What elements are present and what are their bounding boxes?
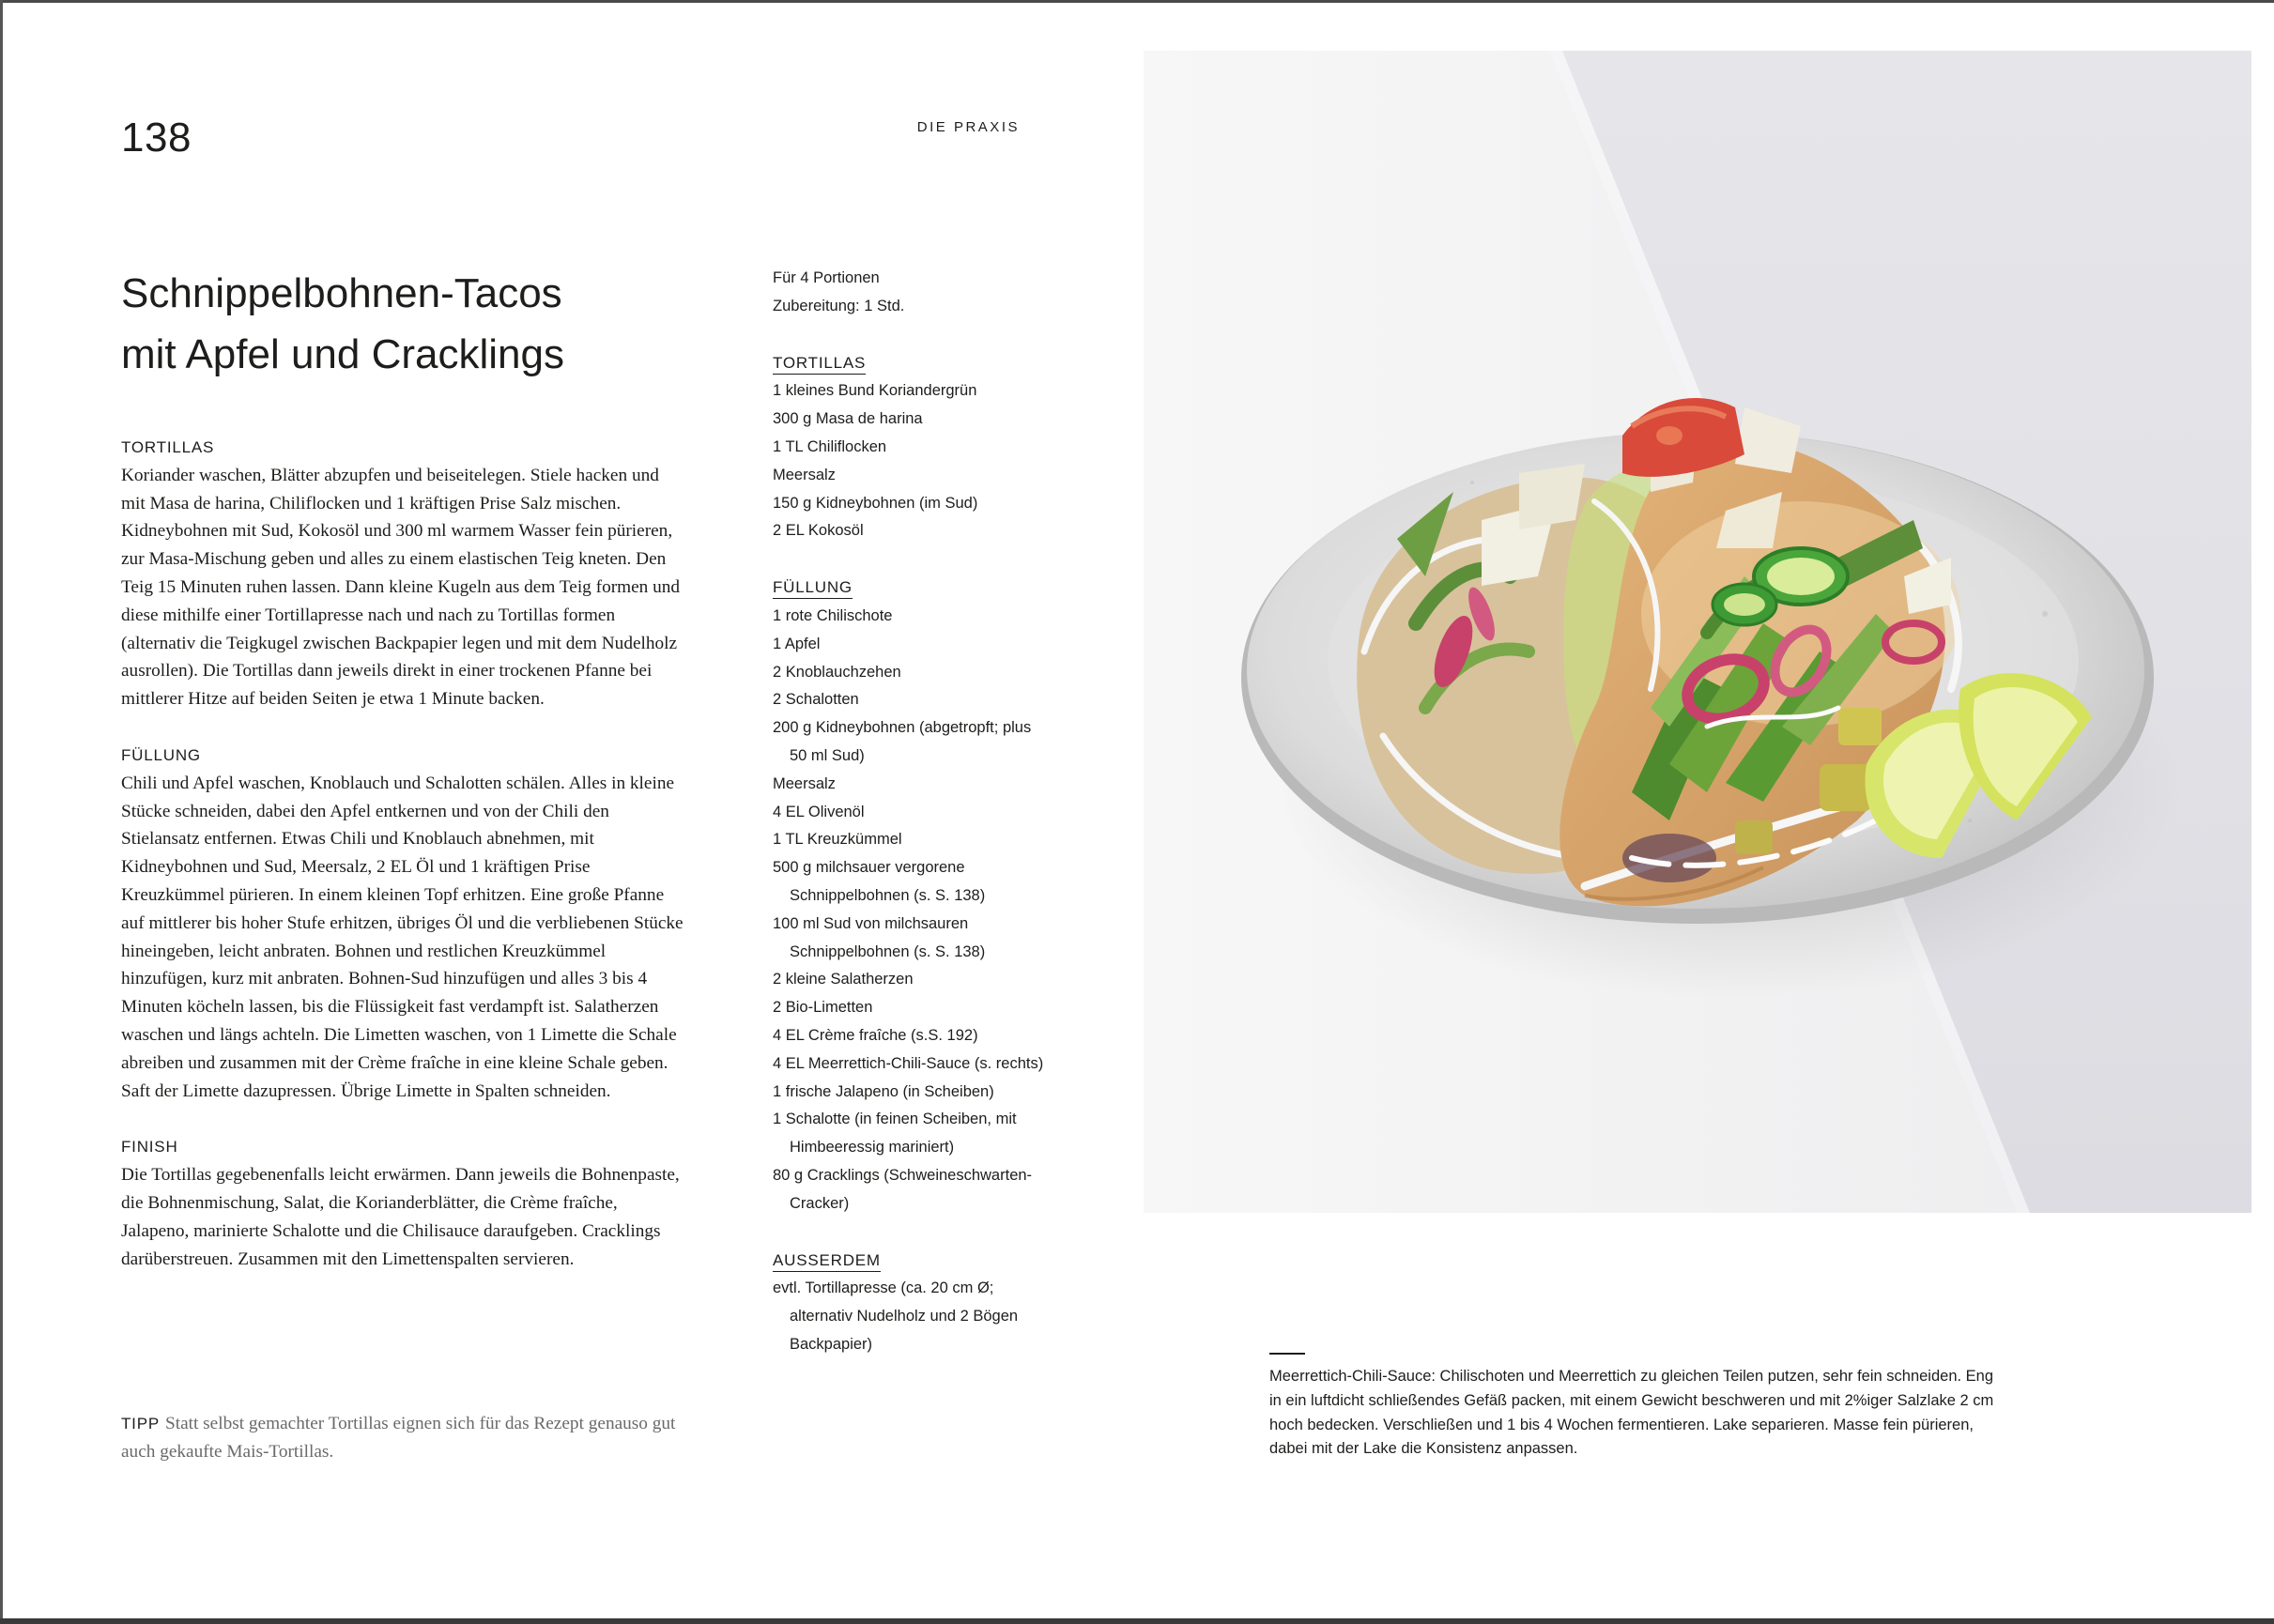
section-label: DIE PRAXIS bbox=[916, 119, 1020, 135]
ingredient-group-heading: AUSSERDEM bbox=[773, 1250, 881, 1272]
ingredient-item: 2 Knoblauchzehen bbox=[773, 663, 901, 681]
recipe-title-line-2: mit Apfel und Cracklings bbox=[121, 331, 564, 377]
ingredient-item: 2 Schalotten bbox=[773, 691, 859, 709]
footnote-sauce: Meerrettich-Chili-Sauce: Chilischoten und Meerrettich zu gleichen Teilen putzen, sehr fein schneiden. Eng in ein luftdicht schließendes Gefäß packen, mit einem Gewicht beschweren und mit 2%iger Salzlake 2 cm hoch bedecken. Verschließen und 1 bis 4 Wochen fermentieren. Lake separieren. Masse fein pürieren, dabei mit der Lake die Konsistenz anpassen. bbox=[1269, 1368, 1994, 1458]
ingredient-list bbox=[773, 603, 1045, 1218]
ingredient-item: 1 TL Chiliflocken bbox=[773, 437, 887, 455]
ingredient-item: 80 g Cracklings (Schweineschwarten-Cracker) bbox=[773, 1166, 1033, 1212]
ingredient-group-heading: TORTILLAS bbox=[773, 353, 866, 375]
tip-text: Statt selbst gemachter Tortillas eignen sich für das Rezept genauso gut auch gekaufte Mais-Tortillas. bbox=[121, 1414, 676, 1462]
servings: Für 4 Portionen bbox=[773, 269, 880, 286]
page-frame-left bbox=[0, 0, 3, 1624]
ingredient-groups bbox=[773, 349, 1045, 1359]
prep-time: Zubereitung: 1 Std. bbox=[773, 297, 905, 314]
footnote-rule bbox=[1269, 1353, 1305, 1355]
ingredient-item: 4 EL Crème fraîche (s.S. 192) bbox=[773, 1026, 978, 1044]
ingredient-item: 2 EL Kokosöl bbox=[773, 522, 864, 540]
taco-plate-photo bbox=[1144, 51, 2251, 1213]
method-column bbox=[121, 434, 684, 1301]
method-block-tortillas bbox=[121, 434, 684, 713]
recipe-title-line-1: Schnippelbohnen-Tacos bbox=[121, 270, 562, 316]
ingredients-column bbox=[773, 265, 1045, 1359]
ingredient-group-füllung bbox=[773, 574, 1045, 1218]
method-text: Die Tortillas gegebenenfalls leicht erwärmen. Dann jeweils die Bohnenpaste, die Bohnenmischung, Salat, die Korianderblätter, die Crème fraîche, Jalapeno, marinierte Schalotte und die Chilisauce daraufgeben. Cracklings darüberstreuen. Zusammen mit den Limettenspalten servieren. bbox=[121, 1165, 680, 1269]
ingredient-item: 150 g Kidneybohnen (im Sud) bbox=[773, 494, 978, 512]
ingredient-item: 2 kleine Salatherzen bbox=[773, 971, 914, 988]
recipe-title bbox=[121, 263, 722, 385]
tip-note bbox=[121, 1410, 684, 1466]
ingredient-item: 300 g Masa de harina bbox=[773, 410, 923, 428]
ingredient-list bbox=[773, 377, 1045, 545]
method-text: Koriander waschen, Blätter abzupfen und beiseitelegen. Stiele hacken und mit Masa de harina, Chiliflocken und 1 kräftigen Prise Salz mischen. Kidneybohnen mit Sud, Kokosöl und 300 ml warmem Wasser fein pürieren, zur Masa-Mischung geben und alles zu einem elastischen Teig kneten. Den Teig 15 Minuten ruhen lassen. Dann kleine Kugeln aus dem Teig formen und diese mithilfe einer Tortillapresse nach und nach zu Tortillas formen (alternativ die Teigkugel zwischen Backpapier legen und mit dem Nudelholz ausrollen). Die Tortillas dann jeweils direkt in einer trockenen Pfanne bei mittlerer Hitze auf beiden Seiten je etwa 1 Minute backen. bbox=[121, 465, 681, 710]
ingredient-group-ausserdem bbox=[773, 1247, 1045, 1359]
method-heading: TORTILLAS bbox=[121, 438, 215, 456]
method-text: Chili und Apfel waschen, Knoblauch und Schalotten schälen. Alles in kleine Stücke schneiden, dabei den Apfel entkernen und von der Chili den Stielansatz entfernen. Etwas Chili und Knoblauch abnehmen, mit Kidneybohnen und Sud, Meersalz, 2 EL Öl und 1 kräftigen Prise Kreuzkümmel pürieren. In einem kleinen Topf erhitzen. Eine große Pfanne auf mittlerer bis hoher Stufe erhitzen, übriges Öl und die verbliebenen Stücke hineingeben, leicht anbraten. Bohnen und restlichen Kreuzkümmel hinzufügen, kurz mit anbraten. Bohnen-Sud hinzufügen und alles 3 bis 4 Minuten köcheln lassen, bis die Flüssigkeit fast verdampft ist. Salatherzen waschen und längs achteln. Die Limetten waschen, von 1 Limette die Schale abreiben und zusammen mit der Crème fraîche in eine kleine Schale geben. Saft der Limette dazupressen. Übrige Limette in Spalten schneiden. bbox=[121, 773, 684, 1101]
ingredient-item: evtl. Tortillapresse (ca. 20 cm Ø; alternativ Nudelholz und 2 Bögen Backpapier) bbox=[773, 1279, 1019, 1353]
page-frame-bottom bbox=[0, 1618, 2274, 1624]
ingredient-item: 1 kleines Bund Koriandergrün bbox=[773, 382, 977, 400]
ingredient-item: Meersalz bbox=[773, 774, 836, 792]
ingredient-item: 100 ml Sud von milchsauren Schnippelbohnen (s. S. 138) bbox=[773, 914, 986, 960]
method-heading: FINISH bbox=[121, 1138, 178, 1157]
ingredient-item: 1 frische Jalapeno (in Scheiben) bbox=[773, 1082, 994, 1100]
page-frame-top bbox=[0, 0, 2274, 3]
ingredient-item: 4 EL Meerrettich-Chili-Sauce (s. rechts) bbox=[773, 1054, 1044, 1072]
ingredient-item: 1 rote Chilischote bbox=[773, 606, 893, 624]
ingredient-group-heading: FÜLLUNG bbox=[773, 577, 853, 599]
ingredient-item: 500 g milchsauer vergorene Schnippelbohnen (s. S. 138) bbox=[773, 859, 986, 904]
ingredient-item: 1 TL Kreuzkümmel bbox=[773, 831, 902, 849]
ingredient-group-tortillas bbox=[773, 349, 1045, 546]
ingredient-item: 1 Apfel bbox=[773, 635, 821, 652]
ingredient-item: 2 Bio-Limetten bbox=[773, 999, 873, 1017]
ingredient-item: 200 g Kidneybohnen (abgetropft; plus 50 ml Sud) bbox=[773, 719, 1032, 764]
ingredient-item: 1 Schalotte (in feinen Scheiben, mit Himbeeressig mariniert) bbox=[773, 1111, 1017, 1157]
ingredient-list bbox=[773, 1275, 1045, 1358]
method-block-fuellung bbox=[121, 742, 684, 1105]
ingredient-item: Meersalz bbox=[773, 466, 836, 483]
ingredient-item: 4 EL Olivenöl bbox=[773, 803, 865, 820]
method-heading: FÜLLUNG bbox=[121, 745, 201, 764]
page-number: 138 bbox=[121, 115, 192, 161]
tip-label: TIPP bbox=[121, 1415, 160, 1432]
method-block-finish bbox=[121, 1133, 684, 1273]
